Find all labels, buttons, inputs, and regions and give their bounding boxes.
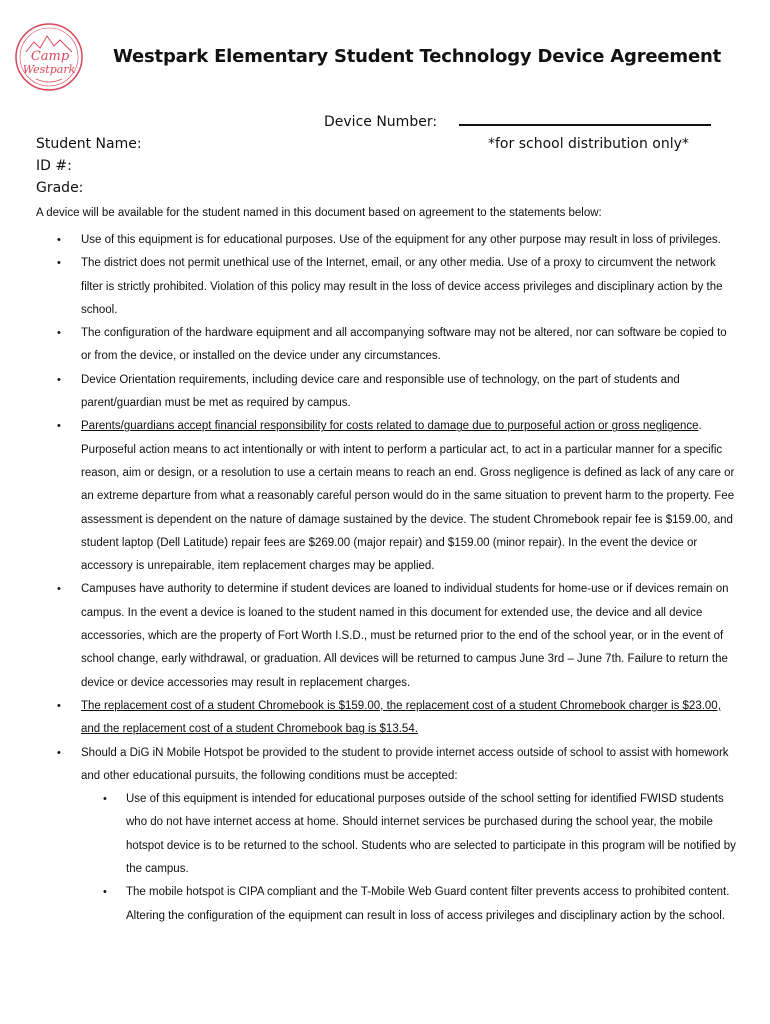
- svg-text:Westpark: Westpark: [22, 63, 76, 76]
- bullet-underlined-text: The replacement cost of a student Chromebook is $159.00, the replacement cost of a student Chromebook charger is $23.00, and the replacement cost of a student Chromebook bag is $13.54.: [81, 699, 721, 736]
- bullet-text: The district does not permit unethical use of the Internet, email, or any other media. Use of a proxy to circumvent the network filter is strictly prohibited. Violation of this policy may result in the loss of device access privileges and disciplinary action by the school.: [81, 257, 723, 316]
- list-item: [36, 369, 736, 416]
- list-item: [36, 229, 736, 252]
- list-item: [36, 742, 736, 928]
- page-title: Westpark Elementary Student Technology Device Agreement: [113, 46, 721, 67]
- list-item: [36, 252, 736, 322]
- camp-westpark-logo: [14, 22, 84, 92]
- hotspot-conditions-list: [81, 788, 736, 928]
- student-name-label: Student Name:: [36, 136, 142, 152]
- sub-list-item: [81, 881, 736, 928]
- list-item: [36, 415, 736, 578]
- device-number-line[interactable]: [459, 124, 711, 126]
- sub-bullet-text: Use of this equipment is intended for educational purposes outside of the school setting for identified FWISD students who do not have internet access at home. Should internet services be purchased during the school year, the mobile hotspot device is to be returned to the school. Students who are selected to participate in this program will be notified by the campus.: [126, 793, 736, 876]
- device-number-label: Device Number:: [324, 114, 438, 130]
- bullet-text: Device Orientation requirements, including device care and responsible use of technology, on the part of students and parent/guardian must be met as required by campus.: [81, 373, 680, 410]
- list-item: [36, 578, 736, 694]
- sub-list-item: [81, 788, 736, 881]
- bullet-text: . Purposeful action means to act intentionally or with intent to perform a particular act, to act in a particular manner for a specific reason, aim or design, or a resolution to use a certain means to reach an end. Gross negligence is defined as lack of any care or an extreme departure from what a reasonably careful person would do in the same situation to prevent harm to the property. Fee assessment is dependent on the nature of damage sustained by the device. The student Chromebook repair fee is $159.00, and student laptop (Dell Latitude) repair fees are $269.00 (major repair) and $159.00 (minor repair). In the event the device or accessory is unrepairable, item replacement charges may be applied.: [81, 420, 735, 573]
- list-item: [36, 322, 736, 369]
- grade-label: Grade:: [36, 180, 84, 196]
- intro-text: A device will be available for the student named in this document based on agreement to the statements below:: [36, 207, 602, 219]
- bullet-text: Should a DiG iN Mobile Hotspot be provided to the student to provide internet access outside of school to assist with homework and other educational pursuits, the following conditions must be accepted:: [81, 746, 729, 782]
- bullet-text: Use of this equipment is for educational purposes. Use of the equipment for any other purpose may result in loss of privileges.: [81, 234, 721, 246]
- list-item: [36, 695, 736, 742]
- agreement-list: [36, 229, 736, 928]
- bullet-text: The configuration of the hardware equipment and all accompanying software may not be altered, nor can software be copied to or from the device, or installed on the device under any circumstances.: [81, 327, 727, 363]
- svg-text:Camp: Camp: [30, 49, 70, 64]
- id-label: ID #:: [36, 158, 72, 174]
- bullet-underlined-text: Parents/guardians accept financial responsibility for costs related to damage due to purposeful action or gross negligence: [81, 420, 699, 433]
- sub-bullet-text: The mobile hotspot is CIPA compliant and the T-Mobile Web Guard content filter prevents access to prohibited content. Altering the configuration of the equipment can result in loss of access privileges and disciplinary action by the school.: [126, 886, 730, 922]
- distribution-note: *for school distribution only*: [488, 136, 689, 152]
- bullet-text: Campuses have authority to determine if student devices are loaned to individual students for home-use or if devices remain on campus. In the event a device is loaned to the student named in this document for extended use, the device and all device accessories, which are the property of Fort Worth I.S.D., must be returned prior to the end of the school year, or in the event of school change, early withdrawal, or graduation. All devices will be returned to campus June 3rd – June 7th. Failure to return the device or device accessories may result in replacement charges.: [81, 583, 729, 689]
